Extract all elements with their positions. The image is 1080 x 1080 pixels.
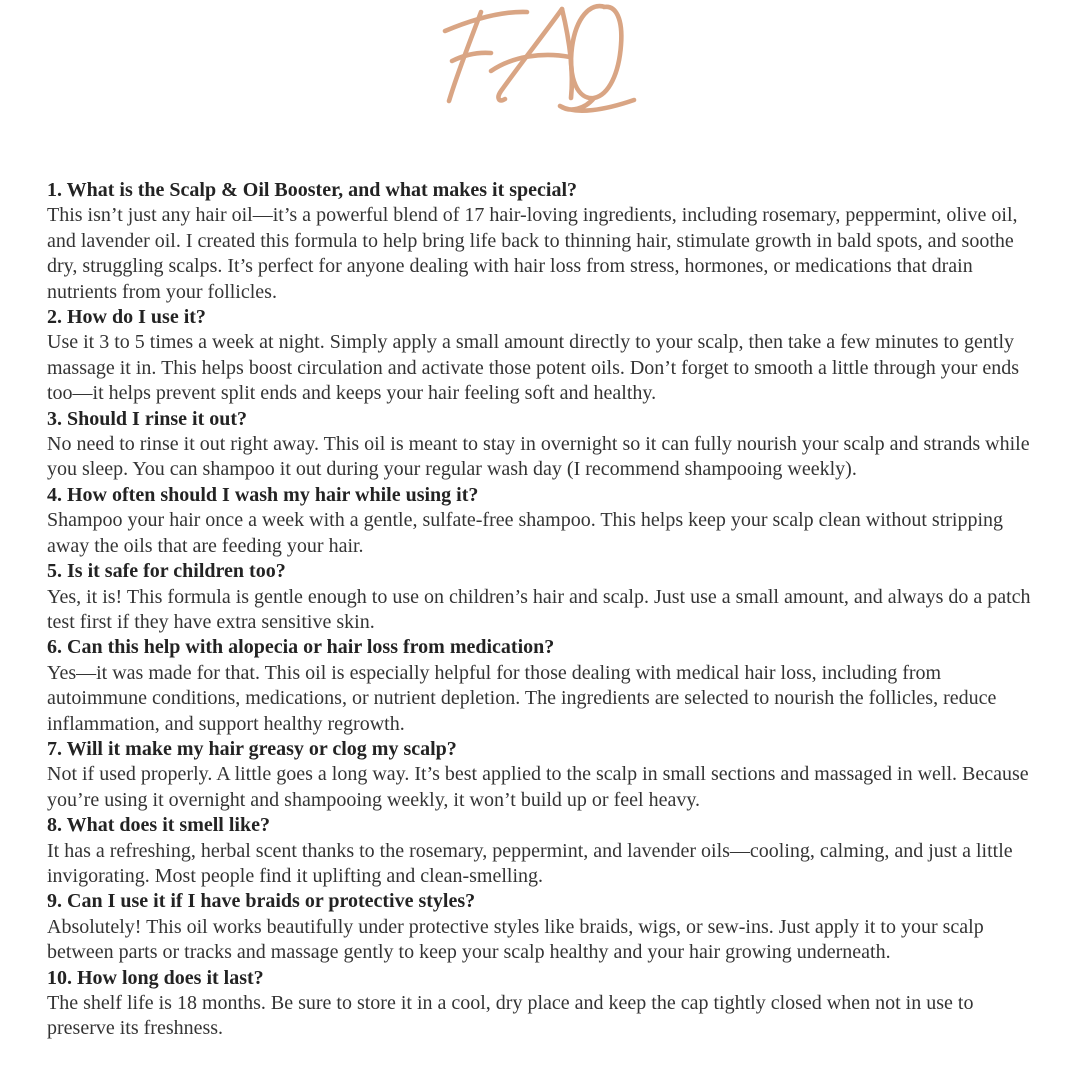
faq-question: 4. How often should I wash my hair while using it? — [47, 483, 479, 506]
faq-item — [47, 305, 1038, 407]
faq-item — [47, 737, 1038, 813]
faq-item — [47, 813, 1038, 889]
faq-question: 6. Can this help with alopecia or hair loss from medication? — [47, 636, 555, 659]
faq-list — [47, 178, 1038, 1042]
faq-answer: The shelf life is 18 months. Be sure to store it in a cool, dry place and keep the cap tightly closed when not in use to preserve its freshness. — [47, 992, 974, 1040]
faq-item — [47, 407, 1038, 483]
faq-answer: Yes, it is! This formula is gentle enough to use on children’s hair and scalp. Just use a small amount, and always do a patch test first if they have extra sensitive skin. — [47, 585, 1031, 633]
faq-answer: It has a refreshing, herbal scent thanks to the rosemary, peppermint, and lavender oils—cooling, calming, and just a little invigorating. Most people find it uplifting and clean-smelling. — [47, 839, 1013, 887]
faq-item — [47, 559, 1038, 635]
faq-item — [47, 635, 1038, 737]
faq-question: 2. How do I use it? — [47, 306, 206, 329]
faq-answer: Absolutely! This oil works beautifully under protective styles like braids, wigs, or sew-ins. Just apply it to your scalp between parts or tracks and massage gently to keep your scalp healthy and your hair growing underneath. — [47, 915, 984, 964]
faq-item — [47, 966, 1038, 1042]
faq-question: 7. Will it make my hair greasy or clog my scalp? — [47, 737, 457, 760]
faq-script-title-icon — [438, 0, 643, 120]
faq-question: 9. Can I use it if I have braids or protective styles? — [47, 890, 476, 913]
faq-answer: This isn’t just any hair oil—it’s a powerful blend of 17 hair-loving ingredients, including rosemary, peppermint, olive oil, and lavender oil. I created this formula to help bring life back to thinning hair, stimulate growth in bald spots, and soothe dry, struggling scalps. It’s perfect for anyone dealing with hair loss from stress, hormones, or medications that drain nutrients from your follicles. — [47, 204, 1018, 303]
page-header — [0, 0, 1080, 178]
faq-question: 5. Is it safe for children too? — [47, 560, 286, 583]
faq-question: 3. Should I rinse it out? — [47, 407, 248, 430]
faq-question: 8. What does it smell like? — [47, 814, 270, 837]
faq-answer: Shampoo your hair once a week with a gentle, sulfate-free shampoo. This helps keep your scalp clean without stripping away the oils that are feeding your hair. — [47, 509, 1004, 557]
faq-question: 10. How long does it last? — [47, 966, 264, 989]
faq-answer: Not if used properly. A little goes a long way. It’s best applied to the scalp in small sections and massaged in well. Because you’re using it overnight and shampooing weekly, it won’t build up or feel heavy. — [47, 763, 1029, 811]
faq-answer: Yes—it was made for that. This oil is especially helpful for those dealing with medical hair loss, including from autoimmune conditions, medications, or nutrient depletion. The ingredients are selected to nourish the follicles, reduce inflammation, and support healthy regrowth. — [47, 661, 997, 735]
faq-item — [47, 483, 1038, 559]
faq-question: 1. What is the Scalp & Oil Booster, and what makes it special? — [47, 179, 578, 201]
faq-answer: No need to rinse it out right away. This oil is meant to stay in overnight so it can fully nourish your scalp and strands while you sleep. You can shampoo it out during your regular wash day (I recommend shampooing weekly). — [47, 433, 1030, 481]
faq-answer: Use it 3 to 5 times a week at night. Simply apply a small amount directly to your scalp, then take a few minutes to gently massage it in. This helps boost circulation and activate those potent oils. Don’t forget to smooth a little through your ends too—it helps prevent split ends and keeps your hair feeling soft and healthy. — [47, 331, 1020, 405]
faq-item — [47, 178, 1038, 305]
faq-item — [47, 889, 1038, 965]
